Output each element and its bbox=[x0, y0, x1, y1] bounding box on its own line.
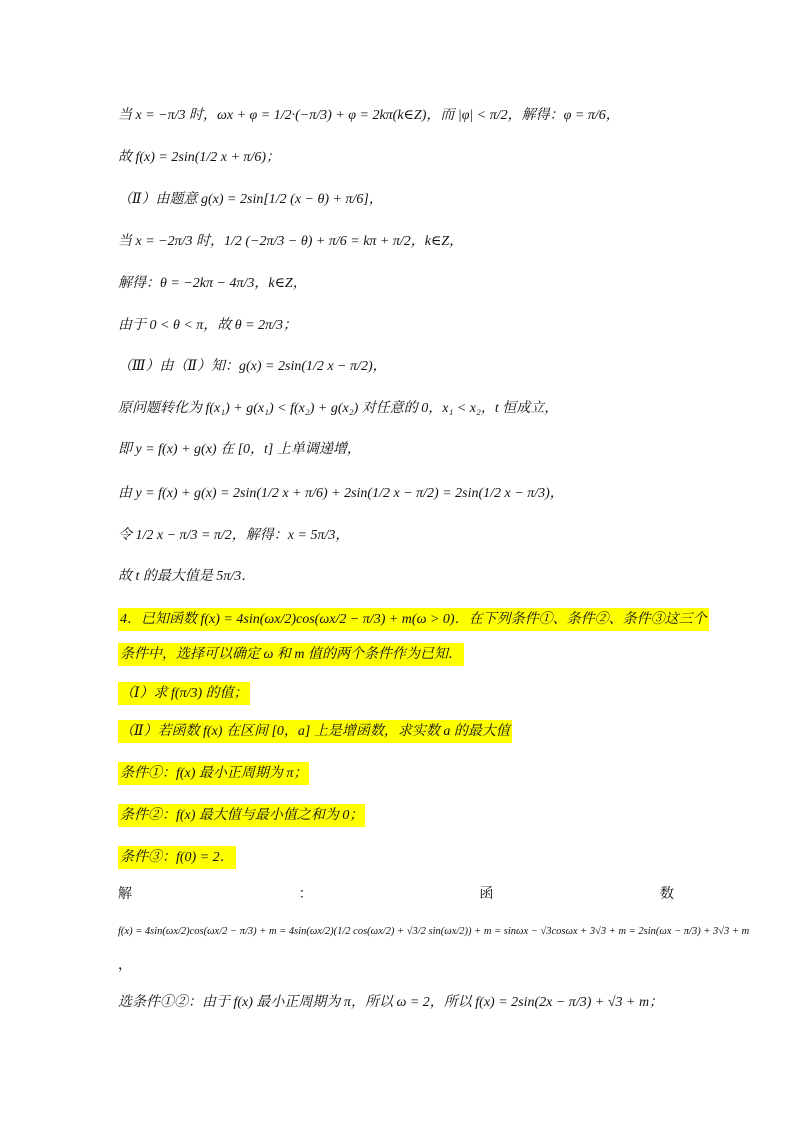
highlight: （Ⅱ）若函数 f(x) 在区间 [0，a] 上是增函数，求实数 a 的最大值 bbox=[118, 720, 512, 743]
text-line-11: 令 1/2 x − π/3 = π/2，解得：x = 5π/3， bbox=[118, 528, 350, 543]
highlight: 条件③：f(0) = 2． bbox=[118, 846, 236, 869]
text-line-10: 由 y = f(x) + g(x) = 2sin(1/2 x + π/6) + 2sin(1/2 x − π/2) = 2sin(1/2 x − π/3)， bbox=[118, 486, 564, 501]
text-line-1: 当 x = −π/3 时，ωx + φ = 1/2·(−π/3) + φ = 2kπ(k∈Z)，而 |φ| < π/2，解得：φ = π/6， bbox=[118, 108, 620, 123]
text-line-7: （Ⅲ）由（Ⅱ）知：g(x) = 2sin(1/2 x − π/2)， bbox=[118, 359, 387, 374]
condition-3 bbox=[118, 847, 684, 868]
solution-label bbox=[118, 884, 674, 904]
highlight: 条件②：f(x) 最大值与最小值之和为 0； bbox=[118, 804, 365, 827]
text-line-8: 原问题转化为 f(x₁) + g(x₁) < f(x₂) + g(x₂) 对任意的 0，x₁ < x₂，t 恒成立， bbox=[118, 401, 559, 416]
condition-1 bbox=[118, 763, 684, 784]
text-line-9: 即 y = f(x) + g(x) 在 [0，t] 上单调递增， bbox=[118, 442, 361, 457]
text-line-last: 选条件①②：由于 f(x) 最小正周期为 π，所以 ω = 2，所以 f(x) = 2sin(2x − π/3) + √3 + m； bbox=[118, 995, 664, 1010]
solution-char: 解 bbox=[118, 886, 132, 902]
solution-char: 数 bbox=[659, 886, 674, 902]
solution-formula: f(x) = 4sin(ωx/2)cos(ωx/2 − π/3) + m = 4sin(ωx/2)(1/2 cos(ωx/2) + √3/2 sin(ωx/2)) + m = sinωx − √3cosωx + 3√3 + m = 2sin(ωx − π/3) + 3√3 + m bbox=[118, 926, 750, 937]
problem-4-line-2 bbox=[118, 644, 684, 665]
part-1-question bbox=[118, 683, 684, 704]
highlight: 条件①：f(x) 最小正周期为 π； bbox=[118, 762, 309, 785]
solution-comma: ， bbox=[118, 957, 132, 973]
text-line-6: 由于 0 < θ < π，故 θ = 2π/3； bbox=[118, 318, 298, 333]
highlight: 4．已知函数 f(x) = 4sin(ωx/2)cos(ωx/2 − π/3) + m(ω > 0)．在下列条件①、条件②、条件③这三个 bbox=[118, 608, 709, 631]
text-line-2: 故 f(x) = 2sin(1/2 x + π/6)； bbox=[118, 150, 280, 165]
text-line-12: 故 t 的最大值是 5π/3． bbox=[118, 569, 256, 584]
condition-2 bbox=[118, 805, 684, 826]
text-line-5: 解得：θ = −2kπ − 4π/3，k∈Z， bbox=[118, 276, 307, 291]
highlight: 条件中，选择可以确定 ω 和 m 值的两个条件作为已知． bbox=[118, 643, 464, 666]
solution-char: ： bbox=[298, 886, 313, 902]
problem-4-line-1 bbox=[118, 609, 707, 630]
text-line-4: 当 x = −2π/3 时，1/2 (−2π/3 − θ) + π/6 = kπ + π/2，k∈Z， bbox=[118, 234, 464, 249]
text-line-3: （Ⅱ）由题意 g(x) = 2sin[1/2 (x − θ) + π/6]， bbox=[118, 192, 383, 207]
part-2-question bbox=[118, 721, 684, 742]
highlight: （Ⅰ）求 f(π/3) 的值； bbox=[118, 682, 250, 705]
solution-char: 函 bbox=[479, 886, 494, 902]
